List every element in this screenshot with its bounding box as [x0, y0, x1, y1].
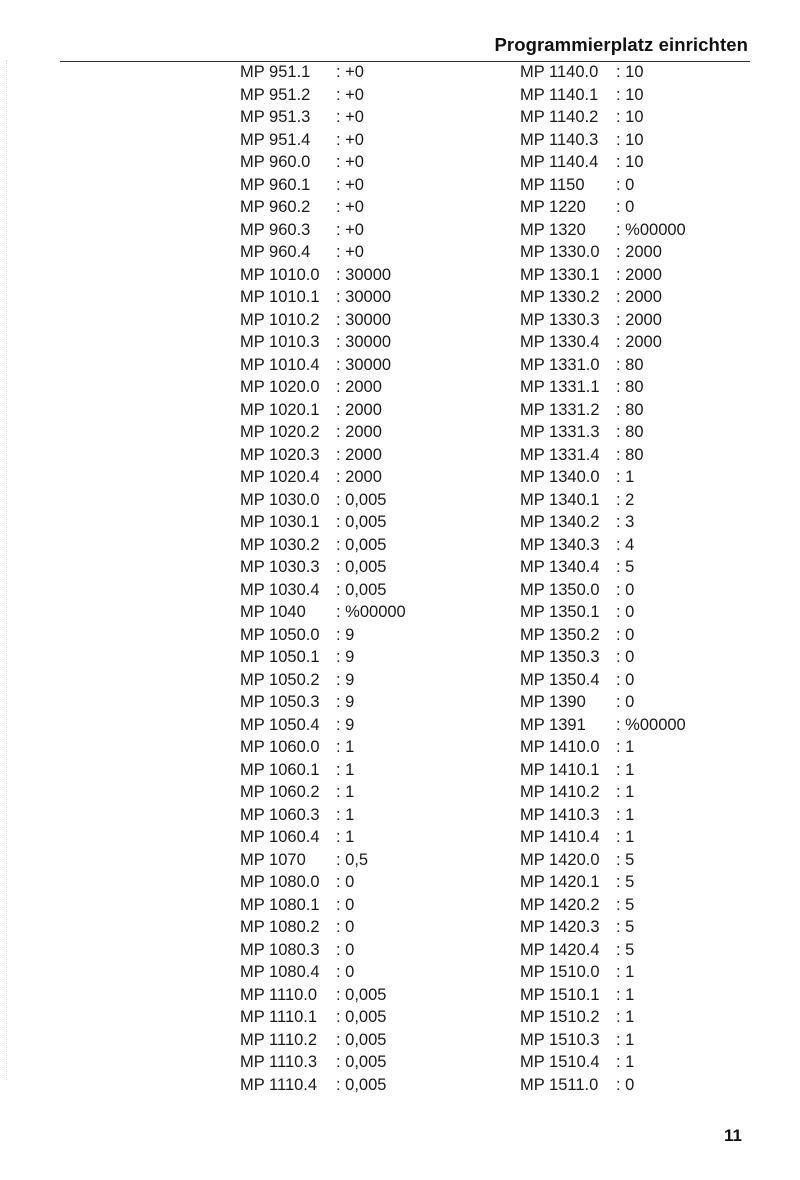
parameter-value: : 1 [336, 805, 355, 824]
parameter-value: : 2000 [336, 423, 382, 441]
parameter-row [240, 624, 406, 647]
parameter-value: : 1 [616, 1053, 635, 1071]
parameter-value: : %00000 [616, 715, 686, 734]
parameter-value: : 2000 [616, 310, 662, 329]
parameter-name: MP 1030.1 [240, 513, 320, 531]
parameter-value: : 0 [616, 198, 635, 216]
parameter-name: MP 1030.4 [240, 580, 320, 599]
parameter-row [520, 849, 686, 872]
parameter-name: MP 1350.0 [520, 580, 600, 599]
parameter-value: : 2000 [336, 400, 382, 419]
parameter-value: : 0 [616, 648, 635, 666]
parameter-value: : %00000 [616, 220, 686, 239]
parameter-value: : 0 [336, 963, 355, 981]
parameter-row [240, 241, 406, 264]
parameter-name: MP 1511.0 [520, 1075, 599, 1094]
parameter-name: MP 1331.1 [520, 378, 600, 396]
parameter-value: : 1 [336, 783, 355, 801]
parameter-name: MP 1060.3 [240, 805, 320, 824]
parameter-row [520, 804, 686, 827]
parameter-name: MP 1420.1 [520, 873, 600, 891]
parameter-value: : 10 [616, 153, 644, 171]
parameter-name: MP 1330.4 [520, 333, 600, 351]
page-title: Programmierplatz einrichten [494, 34, 748, 55]
parameter-name: MP 1420.0 [520, 850, 600, 869]
parameter-name: MP 960.4 [240, 243, 311, 261]
parameter-row [520, 714, 686, 737]
parameter-row [240, 331, 406, 354]
parameter-value: : 9 [336, 715, 355, 734]
parameter-row [520, 286, 686, 309]
parameter-name: MP 960.0 [240, 153, 311, 171]
parameter-row [520, 331, 686, 354]
parameter-row [240, 286, 406, 309]
parameter-name: MP 960.1 [240, 175, 311, 194]
parameter-name: MP 1140.2 [520, 108, 599, 126]
parameter-value: : 1 [616, 985, 635, 1004]
parameter-row [520, 961, 686, 984]
parameter-name: MP 1020.3 [240, 445, 320, 464]
parameter-name: MP 1220 [520, 198, 586, 216]
parameter-value: : 9 [336, 625, 355, 644]
parameter-name: MP 1110.0 [240, 985, 318, 1004]
parameter-name: MP 1150 [520, 175, 585, 194]
parameter-name: MP 1110.2 [240, 1030, 318, 1049]
parameter-value: : 0,005 [336, 535, 387, 554]
parameter-name: MP 951.2 [240, 85, 311, 104]
parameter-value: : 4 [616, 535, 635, 554]
parameter-name: MP 1330.3 [520, 310, 600, 329]
parameter-value: : +0 [336, 153, 364, 171]
parameter-name: MP 1350.3 [520, 648, 600, 666]
parameter-value: : +0 [336, 198, 364, 216]
parameter-name: MP 1330.0 [520, 243, 600, 261]
parameter-row [240, 511, 406, 534]
parameter-row [520, 736, 686, 759]
parameter-value: : 5 [616, 558, 635, 576]
parameter-value: : 2 [616, 490, 635, 509]
parameter-name: MP 1410.1 [520, 760, 600, 779]
parameter-value: : +0 [336, 220, 364, 239]
parameter-value: : 1 [336, 738, 355, 756]
parameter-name: MP 1060.2 [240, 783, 320, 801]
parameter-value: : +0 [336, 243, 364, 261]
parameter-value: : 80 [616, 445, 644, 464]
parameter-name: MP 1140.4 [520, 153, 599, 171]
parameter-row [240, 151, 406, 174]
parameter-value: : 0,005 [336, 1008, 387, 1026]
parameter-value: : 0 [616, 670, 635, 689]
parameter-name: MP 1050.2 [240, 670, 320, 689]
parameter-list-right [520, 61, 686, 1096]
parameter-value: : 80 [616, 400, 644, 419]
parameter-name: MP 1340.0 [520, 468, 600, 486]
parameter-name: MP 1510.1 [520, 985, 600, 1004]
parameter-name: MP 1050.1 [240, 648, 320, 666]
parameter-row [240, 354, 406, 377]
parameter-value: : 5 [616, 918, 635, 936]
parameter-value: : 80 [616, 423, 644, 441]
parameter-row [240, 984, 406, 1007]
parameter-name: MP 1080.0 [240, 873, 320, 891]
parameter-value: : 0 [336, 873, 355, 891]
parameter-row [240, 781, 406, 804]
parameter-value: : 0,005 [336, 490, 387, 509]
parameter-row [520, 601, 686, 624]
parameter-row [240, 219, 406, 242]
parameter-row [520, 84, 686, 107]
parameter-row [520, 1074, 686, 1097]
parameter-value: : +0 [336, 63, 364, 81]
parameter-name: MP 1020.1 [240, 400, 320, 419]
parameter-name: MP 951.4 [240, 130, 311, 149]
parameter-row [520, 984, 686, 1007]
parameter-row [520, 106, 686, 129]
parameter-row [520, 826, 686, 849]
parameter-name: MP 1420.3 [520, 918, 600, 936]
parameter-row [520, 489, 686, 512]
parameter-value: : 9 [336, 648, 355, 666]
parameter-name: MP 1410.0 [520, 738, 600, 756]
parameter-row [520, 61, 686, 84]
parameter-value: : +0 [336, 130, 364, 149]
parameter-row [240, 399, 406, 422]
parameter-value: : 0 [616, 175, 635, 194]
parameter-value: : +0 [336, 85, 364, 104]
parameter-row [520, 579, 686, 602]
parameter-row [240, 894, 406, 917]
parameter-row [240, 691, 406, 714]
parameter-name: MP 1331.2 [520, 400, 600, 419]
parameter-value: : 0,005 [336, 1075, 387, 1094]
parameter-name: MP 1510.2 [520, 1008, 600, 1026]
parameter-value: : 2000 [616, 265, 662, 284]
parameter-name: MP 1080.1 [240, 895, 320, 914]
parameter-name: MP 1010.4 [240, 355, 320, 374]
parameter-row [520, 939, 686, 962]
parameter-row [520, 264, 686, 287]
parameter-name: MP 1331.4 [520, 445, 600, 464]
parameter-row [240, 1051, 406, 1074]
parameter-value: : 0 [616, 1075, 635, 1094]
parameter-value: : 80 [616, 355, 644, 374]
parameter-row [240, 961, 406, 984]
parameter-row [240, 489, 406, 512]
parameter-row [240, 534, 406, 557]
parameter-name: MP 1030.2 [240, 535, 320, 554]
parameter-value: : +0 [336, 108, 364, 126]
parameter-name: MP 1010.0 [240, 265, 320, 284]
parameter-name: MP 1020.4 [240, 468, 320, 486]
parameter-row [240, 1029, 406, 1052]
parameter-value: : 30000 [336, 355, 392, 374]
parameter-row [520, 1051, 686, 1074]
parameter-row [240, 714, 406, 737]
scan-margin-artifact [6, 60, 9, 1080]
parameter-name: MP 951.1 [240, 63, 311, 81]
parameter-value: : 1 [616, 1030, 635, 1049]
parameter-name: MP 1330.2 [520, 288, 600, 306]
parameter-row [240, 871, 406, 894]
parameter-row [520, 894, 686, 917]
parameter-name: MP 960.2 [240, 198, 311, 216]
parameter-row [240, 376, 406, 399]
parameter-row [240, 129, 406, 152]
parameter-name: MP 1050.0 [240, 625, 320, 644]
parameter-row [240, 646, 406, 669]
parameter-value: : 3 [616, 513, 635, 531]
parameter-row [240, 84, 406, 107]
parameter-value: : 30000 [336, 288, 392, 306]
parameter-value: : 2000 [336, 445, 382, 464]
parameter-row [240, 556, 406, 579]
parameter-name: MP 1060.1 [240, 760, 320, 779]
parameter-row [520, 309, 686, 332]
parameter-row [240, 196, 406, 219]
parameter-name: MP 1060.4 [240, 828, 320, 846]
parameter-value: : 5 [616, 873, 635, 891]
parameter-value: : 30000 [336, 265, 392, 284]
parameter-name: MP 1110.4 [240, 1075, 318, 1094]
parameter-list-left [240, 61, 406, 1096]
parameter-row [520, 1029, 686, 1052]
parameter-value: : 5 [616, 850, 635, 869]
parameter-value: : 0 [336, 918, 355, 936]
parameter-value: : 0 [616, 580, 635, 599]
parameter-value: : 0,005 [336, 1053, 387, 1071]
parameter-row [240, 264, 406, 287]
parameter-value: : +0 [336, 175, 364, 194]
parameter-name: MP 1020.2 [240, 423, 320, 441]
parameter-row [240, 421, 406, 444]
parameter-row [240, 849, 406, 872]
parameter-value: : 2000 [336, 378, 382, 396]
parameter-row [520, 759, 686, 782]
parameter-name: MP 1340.1 [520, 490, 600, 509]
parameter-value: : %00000 [336, 603, 406, 621]
parameter-name: MP 1420.2 [520, 895, 600, 914]
parameter-row [520, 781, 686, 804]
parameter-value: : 0 [616, 693, 635, 711]
parameter-name: MP 1331.0 [520, 355, 600, 374]
parameter-name: MP 1330.1 [520, 265, 600, 284]
page-number: 11 [724, 1126, 742, 1145]
parameter-value: : 5 [616, 895, 635, 914]
parameter-row [240, 174, 406, 197]
parameter-name: MP 1040 [240, 603, 306, 621]
parameter-row [240, 669, 406, 692]
parameter-value: : 0,005 [336, 1030, 387, 1049]
parameter-name: MP 1340.3 [520, 535, 600, 554]
parameter-row [240, 1006, 406, 1029]
parameter-row [520, 444, 686, 467]
parameter-name: MP 1080.2 [240, 918, 320, 936]
parameter-row [520, 174, 686, 197]
parameter-value: : 0,005 [336, 558, 387, 576]
parameter-row [520, 466, 686, 489]
parameter-name: MP 1350.2 [520, 625, 600, 644]
parameter-row [520, 399, 686, 422]
parameter-value: : 1 [616, 783, 635, 801]
parameter-name: MP 1350.4 [520, 670, 600, 689]
parameter-name: MP 1110.3 [240, 1053, 318, 1071]
parameter-name: MP 1080.4 [240, 963, 320, 981]
parameter-name: MP 1420.4 [520, 940, 600, 959]
parameter-row [240, 759, 406, 782]
parameter-value: : 10 [616, 85, 644, 104]
parameter-row [520, 871, 686, 894]
parameter-name: MP 1390 [520, 693, 586, 711]
parameter-row [240, 106, 406, 129]
parameter-value: : 10 [616, 130, 644, 149]
parameter-row [520, 151, 686, 174]
parameter-name: MP 1060.0 [240, 738, 320, 756]
parameter-value: : 0,005 [336, 513, 387, 531]
parameter-value: : 30000 [336, 310, 392, 329]
parameter-name: MP 1410.4 [520, 828, 600, 846]
parameter-value: : 2000 [616, 288, 662, 306]
parameter-value: : 1 [336, 760, 355, 779]
parameter-row [240, 61, 406, 84]
parameter-value: : 1 [616, 963, 635, 981]
parameter-value: : 1 [616, 1008, 635, 1026]
parameter-name: MP 1010.3 [240, 333, 320, 351]
parameter-value: : 1 [616, 828, 635, 846]
parameter-row [520, 196, 686, 219]
parameter-value: : 0 [616, 603, 635, 621]
parameter-name: MP 1110.1 [240, 1008, 318, 1026]
parameter-row [240, 601, 406, 624]
parameter-name: MP 1350.1 [520, 603, 600, 621]
parameter-name: MP 1030.0 [240, 490, 320, 509]
parameter-value: : 9 [336, 670, 355, 689]
parameter-value: : 1 [616, 760, 635, 779]
parameter-row [240, 736, 406, 759]
parameter-name: MP 1140.0 [520, 63, 599, 81]
parameter-value: : 10 [616, 108, 644, 126]
parameter-row [520, 376, 686, 399]
parameter-row [520, 916, 686, 939]
parameter-row [240, 579, 406, 602]
parameter-value: : 0,005 [336, 580, 387, 599]
parameter-name: MP 1410.2 [520, 783, 600, 801]
parameter-name: MP 1070 [240, 850, 306, 869]
parameter-name: MP 1050.3 [240, 693, 320, 711]
parameter-name: MP 1140.3 [520, 130, 599, 149]
parameter-name: MP 1020.0 [240, 378, 320, 396]
parameter-name: MP 1410.3 [520, 805, 600, 824]
parameter-name: MP 1140.1 [520, 85, 599, 104]
parameter-value: : 80 [616, 378, 644, 396]
parameter-name: MP 1510.4 [520, 1053, 600, 1071]
parameter-row [240, 466, 406, 489]
parameter-value: : 2000 [336, 468, 382, 486]
parameter-row [240, 939, 406, 962]
parameter-name: MP 1030.3 [240, 558, 320, 576]
parameter-value: : 1 [616, 468, 635, 486]
parameter-name: MP 1340.2 [520, 513, 600, 531]
parameter-name: MP 1331.3 [520, 423, 600, 441]
parameter-row [520, 624, 686, 647]
parameter-row [240, 826, 406, 849]
parameter-value: : 2000 [616, 243, 662, 261]
parameter-row [240, 1074, 406, 1097]
parameter-value: : 10 [616, 63, 644, 81]
parameter-row [520, 556, 686, 579]
parameter-row [520, 241, 686, 264]
parameter-value: : 0 [336, 895, 355, 914]
parameter-row [520, 534, 686, 557]
parameter-value: : 1 [616, 805, 635, 824]
parameter-name: MP 1010.2 [240, 310, 320, 329]
parameter-value: : 1 [616, 738, 635, 756]
parameter-row [240, 804, 406, 827]
parameter-name: MP 1391 [520, 715, 586, 734]
parameter-value: : 30000 [336, 333, 392, 351]
parameter-value: : 9 [336, 693, 355, 711]
parameter-row [520, 421, 686, 444]
parameter-row [240, 309, 406, 332]
parameter-value: : 0,5 [336, 850, 369, 869]
parameter-row [520, 129, 686, 152]
parameter-row [520, 219, 686, 242]
parameter-row [520, 511, 686, 534]
parameter-row [520, 691, 686, 714]
parameter-value: : 0 [616, 625, 635, 644]
parameter-name: MP 1510.0 [520, 963, 600, 981]
parameter-name: MP 1340.4 [520, 558, 600, 576]
parameter-value: : 0,005 [336, 985, 387, 1004]
parameter-name: MP 1010.1 [240, 288, 320, 306]
parameter-row [520, 1006, 686, 1029]
parameter-row [240, 444, 406, 467]
parameter-value: : 2000 [616, 333, 662, 351]
parameter-row [240, 916, 406, 939]
parameter-name: MP 1080.3 [240, 940, 320, 959]
parameter-name: MP 951.3 [240, 108, 311, 126]
parameter-value: : 5 [616, 940, 635, 959]
parameter-row [520, 646, 686, 669]
parameter-name: MP 1510.3 [520, 1030, 600, 1049]
parameter-value: : 0 [336, 940, 355, 959]
parameter-name: MP 960.3 [240, 220, 311, 239]
parameter-row [520, 354, 686, 377]
parameter-name: MP 1050.4 [240, 715, 320, 734]
parameter-name: MP 1320 [520, 220, 586, 239]
parameter-row [520, 669, 686, 692]
parameter-value: : 1 [336, 828, 355, 846]
